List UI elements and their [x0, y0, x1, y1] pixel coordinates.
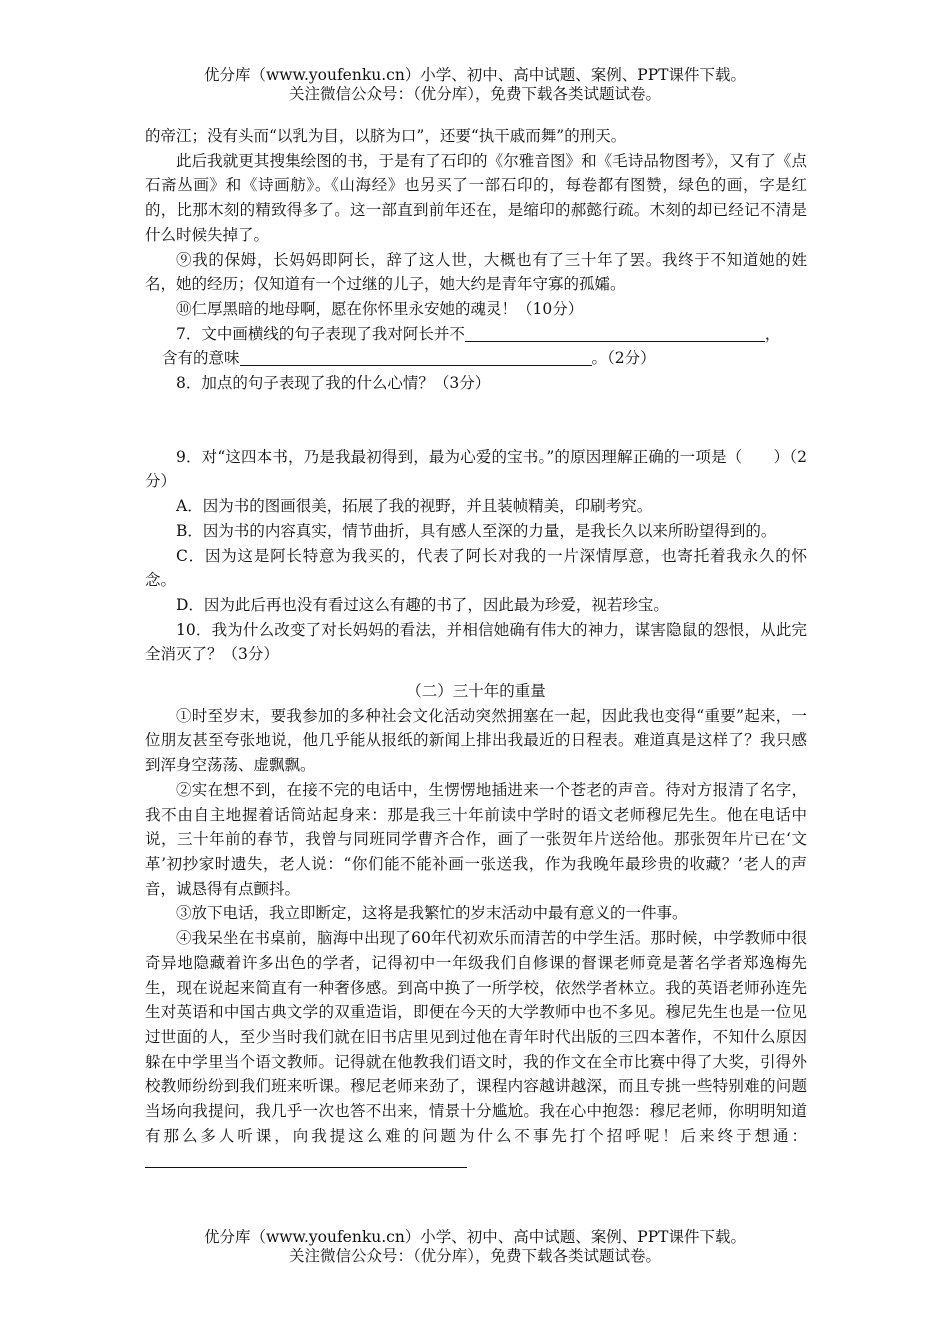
answer-blank-section-2[interactable]	[145, 1150, 467, 1168]
paragraph-10: ⑩仁厚黑暗的地母啊，愿在你怀里永安她的魂灵！（10分）	[176, 299, 584, 318]
question-7-comma: ，	[764, 324, 781, 343]
question-7	[145, 322, 807, 347]
section-2-paragraph-4-text: ④我呆坐在书桌前，脑海中出现了60年代初欢乐而清苦的中学生活。那时候，中学教师中很奇异地隐藏着许多出色的学者，记得初中一年级我们自修课的督课老师竟是著名学者郑逸梅先生，现在说起来简直有一种奢侈感。到高中换了一所学校，依然学者林立。我的英语老师孙连先生对英语和中国古典文学的双重造诣，即便在今天的大学教师中也不多见。穆尼先生也是一位见过世面的人，至少当时我们就在旧书店里见到过他在青年时代出版的三四本著作，不知什么原因躲在中学里当个语文教师。记得就在他教我们语文时，我的作文在全市比赛中得了大奖，引得外校教师纷纷到我们班来听课。穆尼老师来劲了，课程内容越讲越深，而且专挑一些特别难的问题当场向我提问，我几乎一次也答不出来，情景十分尴尬。我在心中抱怨：穆尼老师，你明明知道有那么多人听课，向我提这么难的问题为什么不事先打个招呼呢！后来终于想通：	[145, 929, 807, 1145]
question-10: 10．我为什么改变了对长妈妈的看法，并相信她确有伟大的神力，谋害隐鼠的怨恨，从此完全消灭了？（3分）	[145, 620, 807, 664]
question-7-meaning-text: 含有的意味	[162, 349, 240, 368]
page-header	[0, 66, 950, 104]
paragraph-9: ⑨我的保姆，长妈妈即阿长，辞了这人世，大概也有了三十年了罢。我终于不知道她的姓名，她的经历；仅知道有一个过继的儿子，她大约是青年守寡的孤孀。	[145, 250, 807, 294]
header-line-2: 关注微信公众号：（优分库），免费下载各类试题试卷。	[288, 85, 661, 103]
section-2-paragraph-3: ③放下电话，我立即断定，这将是我繁忙的岁末活动中最有意义的一件事。	[176, 904, 688, 923]
footer-line-2: 关注微信公众号：（优分库），免费下载各类试题试卷。	[288, 1247, 661, 1265]
question-7-score: 。（2分）	[591, 349, 656, 368]
question-9: 9．对“这四本书，乃是我最初得到，最为心爱的宝书。”的原因理解正确的一项是（ ）（2分）	[145, 447, 807, 491]
option-b: B．因为书的内容真实，情节曲折，具有感人至深的力量，是我长久以来所盼望得到的。	[176, 521, 777, 540]
question-7-continued	[145, 346, 807, 371]
footer-line-1: 优分库（www.youfenku.cn）小学、初中、高中试题、案例、PPT课件下载。	[203, 1228, 747, 1246]
paragraph-books: 此后我就更其搜集绘图的书，于是有了石印的《尔雅音图》和《毛诗品物图考》，又有了《点石斋丛画》和《诗画舫》。《山海经》也另买了一部石印的，每卷都有图赞，绿色的画，字是红的，比那木刻的精致得多了。这一部直到前年还在，是缩印的郝懿行疏。木刻的却已经记不清是什么时候失掉了。	[145, 151, 807, 244]
answer-blank-7a[interactable]	[465, 324, 765, 342]
option-d: D．因为此后再也没有看过这么有趣的书了，因此最为珍爱，视若珍宝。	[176, 595, 669, 614]
option-c: C．因为这是阿长特意为我买的，代表了阿长对我的一片深情厚意，也寄托着我永久的怀念。	[145, 546, 807, 590]
answer-space-8[interactable]	[145, 396, 807, 445]
page-footer	[0, 1228, 950, 1266]
header-line-1: 优分库（www.youfenku.cn）小学、初中、高中试题、案例、PPT课件下载。	[203, 66, 747, 84]
document-body	[145, 124, 807, 1173]
question-8: 8．加点的句子表现了我的什么心情？（3分）	[176, 374, 491, 393]
section-2-paragraph-2: ②实在想不到，在接不完的电话中，生愣愣地插进来一个苍老的声音。待对方报清了名字，我不由自主地握着话筒站起身来：那是我三十年前读中学时的语文老师穆尼先生。他在电话中说，三十年前的春节，我曾与同班同学曹齐合作，画了一张贺年片送给他。那张贺年片已在‘文革’初抄家时遗失，老人说：“你们能不能补画一张送我，作为我晚年最珍贵的收藏？’老人的声音，诚恳得有点颤抖。	[145, 780, 807, 898]
section-2-paragraph-1: ①时至岁末，要我参加的多种社会文化活动突然拥塞在一起，因此我也变得“重要”起来，一位朋友甚至夸张地说，他几乎能从报纸的新闻上排出我最近的日程表。难道真是这样了？我只感到浑身空荡荡、虚飘飘。	[145, 706, 807, 775]
question-7-text: 7．文中画横线的句子表现了我对阿长并不	[176, 324, 465, 343]
answer-blank-7b[interactable]	[240, 348, 592, 366]
option-a: A．因为书的图画很美，拓展了我的视野，并且装帧精美，印刷考究。	[176, 497, 653, 516]
spacer	[145, 667, 807, 679]
paragraph-continuation: 的帝江；没有头而“以乳为目，以脐为口”，还要“执干戚而舞”的刑天。	[145, 127, 627, 145]
section-2-paragraph-4	[145, 926, 807, 1173]
section-2-title: （二）三十年的重量	[406, 682, 546, 701]
